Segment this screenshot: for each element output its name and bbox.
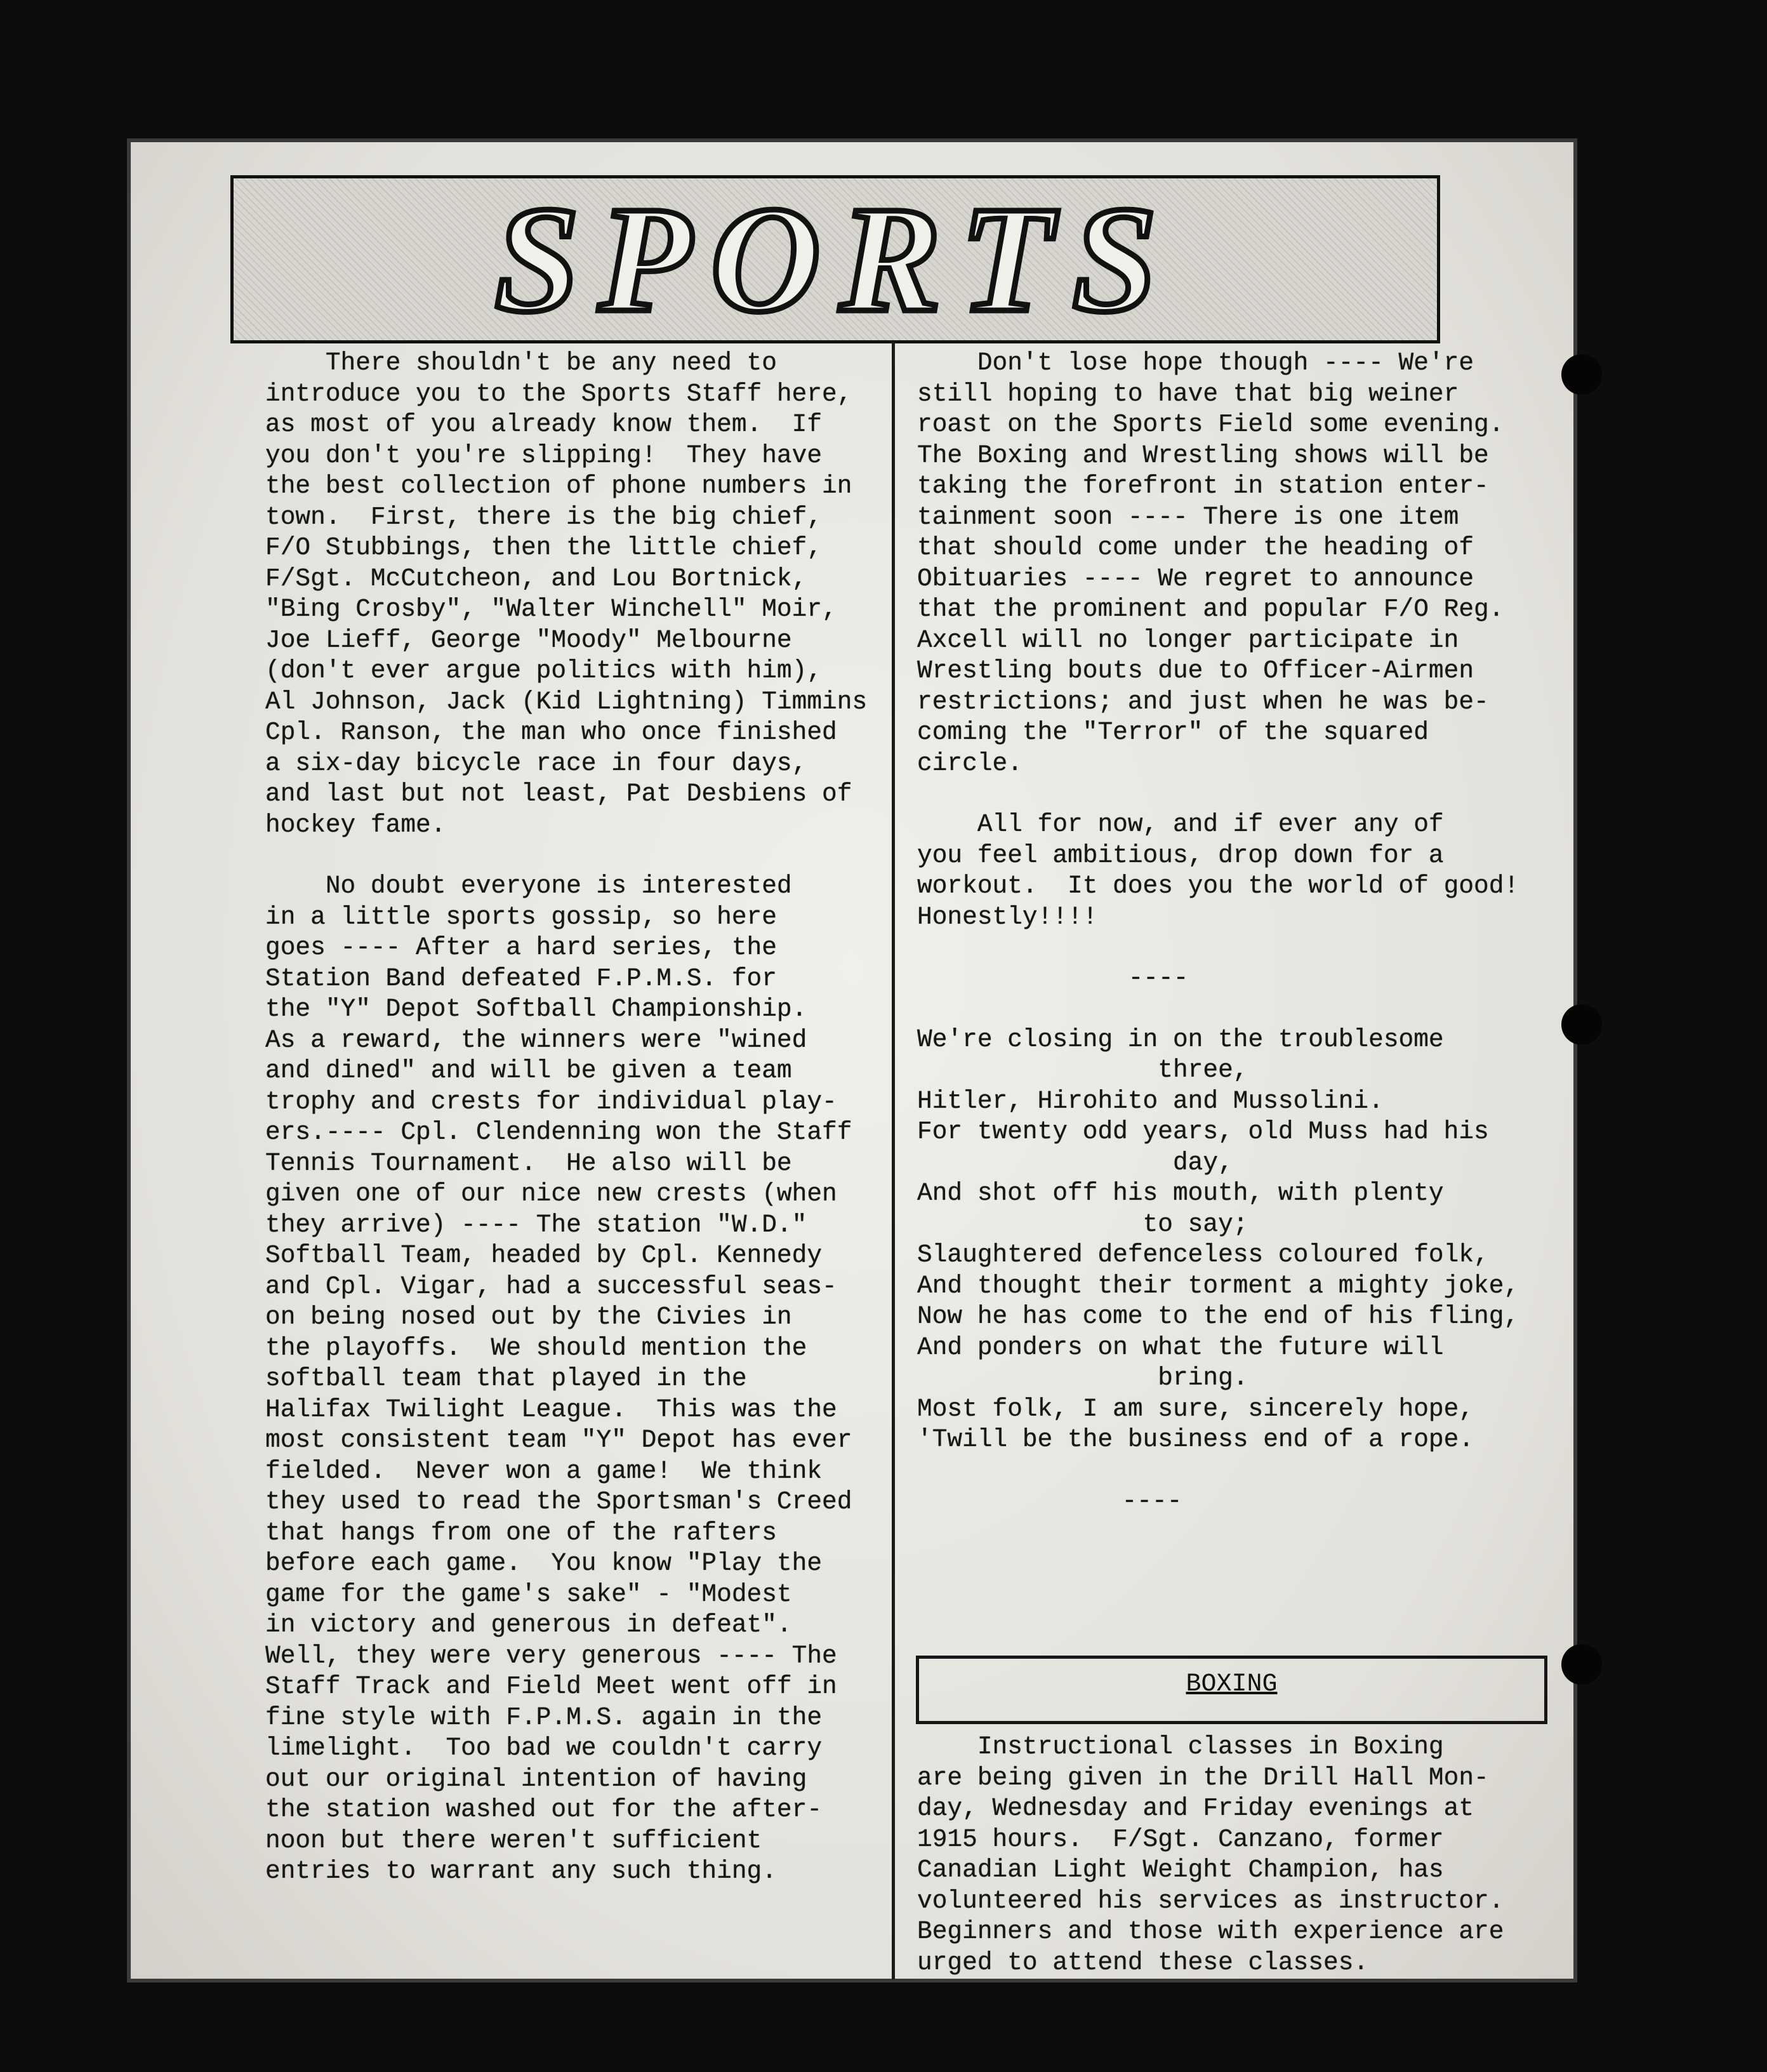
poem-line: to say; [917, 1209, 1248, 1239]
text-line: Axcell will no longer participate in [917, 625, 1459, 654]
gossip-paragraph [265, 871, 1002, 1887]
text-line: Beginners and those with experience are [917, 1917, 1504, 1946]
text-line: in victory and generous in defeat". [265, 1610, 792, 1639]
text-line: (don't ever argue politics with him), [265, 656, 823, 685]
text-line: day, Wednesday and Friday evenings at [917, 1794, 1474, 1823]
boxing-paragraph [917, 1732, 1504, 1978]
text-line: a six-day bicycle race in four days, [265, 748, 807, 778]
sports-banner-title [234, 183, 1437, 336]
text-line: town. First, there is the big chief, [265, 502, 823, 531]
poem-line: Most folk, I am sure, sincerely hope, [917, 1394, 1474, 1423]
left-column [265, 348, 1002, 1887]
text-line: still hoping to have that big weiner [917, 379, 1459, 408]
closing-paragraph [917, 809, 1603, 933]
text-line: volunteered his services as instructor. [917, 1886, 1504, 1915]
text-line: given one of our nice new crests (when [265, 1179, 837, 1208]
text-line: that the prominent and popular F/O Reg. [917, 595, 1504, 623]
text-line: the "Y" Depot Softball Championship. [265, 995, 807, 1023]
war-poem [917, 1025, 1603, 1456]
boxing-heading-box [916, 1656, 1547, 1724]
poem-line: day, [917, 1148, 1233, 1177]
poem-line: For twenty odd years, old Muss had his [917, 1117, 1489, 1146]
text-line: There shouldn't be any need to [265, 349, 777, 377]
text-line: As a reward, the winners were "wined [265, 1025, 807, 1054]
text-line: All for now, and if ever any of [917, 810, 1444, 839]
text-line: game for the game's sake" - "Modest [265, 1579, 792, 1609]
text-line: restrictions; and just when he was be- [917, 687, 1489, 716]
text-line: F/Sgt. McCutcheon, and Lou Bortnick, [265, 564, 807, 593]
text-line: as most of you already know them. If [265, 410, 823, 439]
text-line: and Cpl. Vigar, had a successful seas- [265, 1272, 837, 1301]
separator-dashes: ---- [1122, 1486, 1182, 1515]
text-line: you feel ambitious, drop down for a [917, 840, 1444, 870]
poem-line: Slaughtered defenceless coloured folk, [917, 1240, 1489, 1269]
poem-line: And thought their torment a mighty joke, [917, 1271, 1519, 1300]
text-line: fine style with F.P.M.S. again in the [265, 1703, 823, 1732]
poem-line: Now he has come to the end of his fling, [917, 1302, 1519, 1331]
text-line: Wrestling bouts due to Officer-Airmen [917, 656, 1474, 685]
staff-paragraph [265, 348, 1002, 840]
text-line: Obituaries ---- We regret to announce [917, 564, 1474, 593]
text-line: fielded. Never won a game! We think [265, 1456, 823, 1485]
text-line: the station washed out for the after- [265, 1795, 823, 1824]
text-line: entries to warrant any such thing. [265, 1857, 777, 1885]
text-line: Instructional classes in Boxing [917, 1732, 1444, 1761]
text-line: Al Johnson, Jack (Kid Lightning) Timmins [265, 687, 868, 716]
text-line: Tennis Tournament. He also will be [265, 1148, 792, 1178]
text-line: Station Band defeated F.P.M.S. for [265, 964, 777, 993]
text-line: on being nosed out by the Civies in [265, 1303, 792, 1331]
poem-line: Hitler, Hirohito and Mussolini. [917, 1086, 1384, 1115]
sports-banner [230, 175, 1440, 343]
text-line: introduce you to the Sports Staff here, [265, 379, 852, 408]
text-line: Softball Team, headed by Cpl. Kennedy [265, 1241, 823, 1270]
paragraph-gap [917, 994, 1603, 1025]
poem-line: And ponders on what the future will [917, 1332, 1444, 1362]
text-line: "Bing Crosby", "Walter Winchell" Moir, [265, 595, 837, 623]
text-line: and last but not least, Pat Desbiens of [265, 780, 852, 808]
text-line: the best collection of phone numbers in [265, 472, 852, 500]
weiner-roast-paragraph [917, 348, 1603, 779]
text-line: circle. [917, 748, 1022, 778]
text-line: and dined" and will be given a team [265, 1056, 792, 1085]
text-line: The Boxing and Wrestling shows will be [917, 441, 1489, 470]
right-column [917, 348, 1603, 1517]
text-line: noon but there weren't sufficient [265, 1826, 762, 1855]
text-line: the playoffs. We should mention the [265, 1333, 807, 1362]
text-line: coming the "Terror" of the squared [917, 718, 1429, 747]
boxing-heading: BOXING [1186, 1670, 1278, 1699]
text-line: taking the forefront in station enter- [917, 472, 1489, 500]
text-line: No doubt everyone is interested [265, 872, 792, 900]
paragraph-gap [265, 840, 1002, 871]
text-line: Don't lose hope though ---- We're [917, 349, 1474, 377]
text-line: F/O Stubbings, then the little chief, [265, 533, 823, 562]
poem-line: We're closing in on the troublesome [917, 1025, 1444, 1054]
paragraph-gap [917, 933, 1603, 963]
text-line: in a little sports gossip, so here [265, 902, 777, 931]
text-line: they arrive) ---- The station "W.D." [265, 1210, 807, 1239]
newsletter-page [127, 138, 1577, 1982]
text-line: ers.---- Cpl. Clendenning won the Staff [265, 1118, 852, 1146]
text-line: Halifax Twilight League. This was the [265, 1395, 837, 1424]
text-line: Staff Track and Field Meet went off in [265, 1672, 837, 1701]
poem-line: three, [917, 1056, 1248, 1084]
text-line: tainment soon ---- There is one item [917, 502, 1459, 531]
paragraph-gap [917, 779, 1603, 809]
text-line: Cpl. Ranson, the man who once finished [265, 718, 837, 747]
poem-line: bring. [917, 1364, 1248, 1392]
binder-hole [1561, 1004, 1602, 1045]
text-line: 1915 hours. F/Sgt. Canzano, former [917, 1824, 1444, 1854]
text-line: are being given in the Drill Hall Mon- [917, 1763, 1489, 1792]
text-line: softball team that played in the [265, 1364, 747, 1393]
text-line: Canadian Light Weight Champion, has [917, 1856, 1444, 1884]
text-line: Honestly!!!! [917, 902, 1098, 931]
sports-title-text: SPORTS [494, 183, 1176, 336]
text-line: limelight. Too bad we couldn't carry [265, 1734, 823, 1762]
text-line: they used to read the Sportsman's Creed [265, 1487, 852, 1516]
text-line: that hangs from one of the rafters [265, 1518, 777, 1547]
text-line: Well, they were very generous ---- The [265, 1641, 837, 1670]
binder-hole [1561, 354, 1602, 395]
text-line: roast on the Sports Field some evening. [917, 410, 1504, 439]
separator-dashes: ---- [1128, 964, 1189, 992]
text-line: most consistent team "Y" Depot has ever [265, 1426, 852, 1454]
text-line: you don't you're slipping! They have [265, 441, 823, 470]
text-line: Joe Lieff, George "Moody" Melbourne [265, 625, 792, 654]
paragraph-gap [917, 1456, 1603, 1486]
poem-line: And shot off his mouth, with plenty [917, 1179, 1444, 1207]
text-line: hockey fame. [265, 810, 446, 839]
text-line: workout. It does you the world of good! [917, 872, 1519, 900]
text-line: trophy and crests for individual play- [265, 1087, 837, 1116]
binder-hole [1561, 1644, 1602, 1685]
text-line: before each game. You know "Play the [265, 1549, 823, 1577]
text-line: that should come under the heading of [917, 533, 1474, 562]
poem-line: 'Twill be the business end of a rope. [917, 1425, 1474, 1454]
text-line: urged to attend these classes. [917, 1948, 1369, 1977]
text-line: goes ---- After a hard series, the [265, 933, 777, 962]
text-line: out our original intention of having [265, 1764, 807, 1793]
